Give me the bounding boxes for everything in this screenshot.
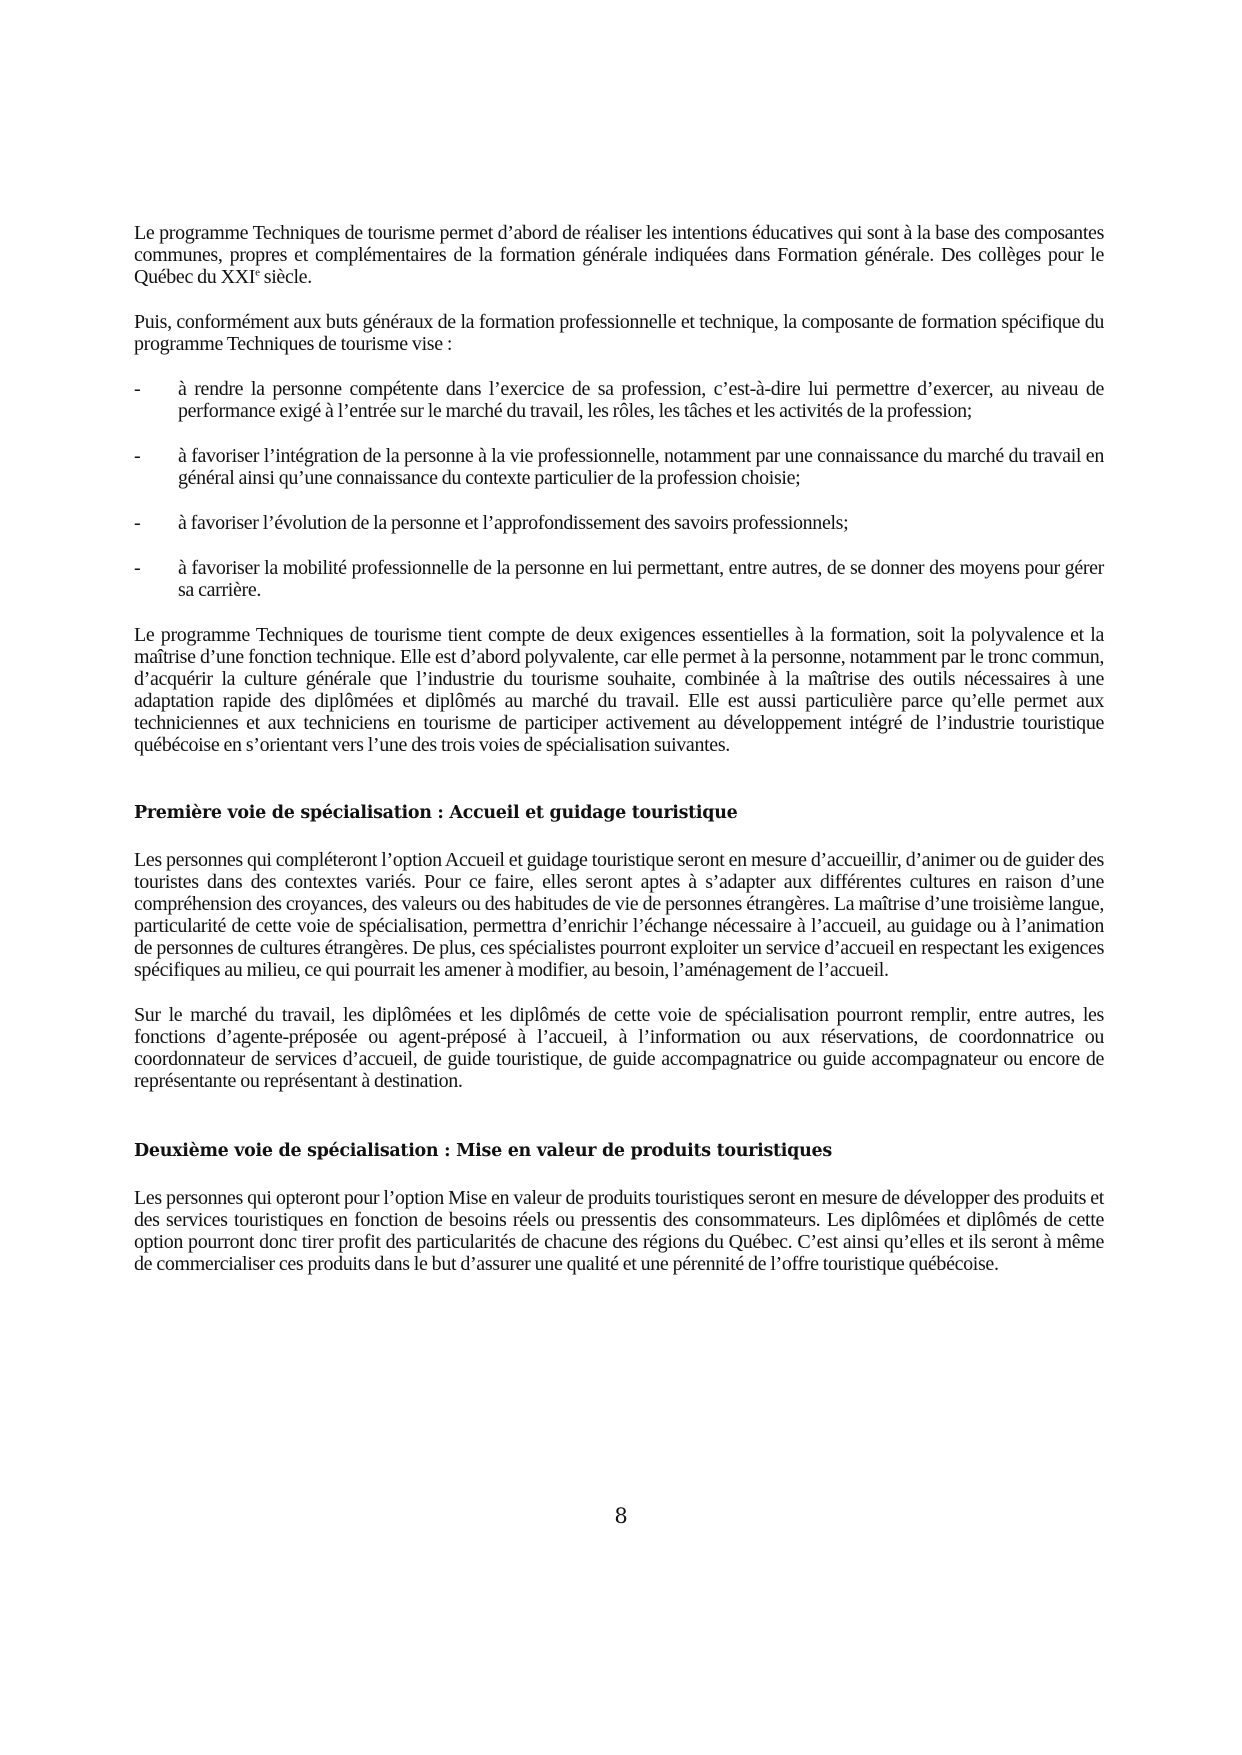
accueil-paragraph-1: Les personnes qui compléteront l’option Accueil et guidage touristique seront en mesure d’accueillir, d’animer ou de guider des touristes dans des contextes variés. Pour ce faire, elles seront aptes à s’adapter aux différentes cultures en raison d’une compréhension des croyances, des valeurs ou des habitudes de vie de personnes étrangères. La maîtrise d’une troisième langue, particularité de cette voie de spécialisation, permettra d’enrichir l’échange nécessaire à l’accueil, au guidage ou à l’animation de personnes de cultures étrangères. De plus, ces spécialistes pourront exploiter un service d’accueil en respectant les exigences spécifiques au milieu, ce qui pourrait les amener à modifier, au besoin, l’aménagement de l’accueil.: [134, 849, 1104, 981]
document-page: [134, 222, 1104, 1275]
bullet-dash: -: [134, 512, 141, 534]
intro-paragraph-2: Puis, conformément aux buts généraux de la formation professionnelle et technique, la composante de formation spécifique du programme Techniques de tourisme vise :: [134, 311, 1104, 355]
section-heading-mise-en-valeur: Deuxième voie de spécialisation : Mise en valeur de produits touristiques: [134, 1141, 832, 1161]
list-item-text: à favoriser l’intégration de la personne à la vie professionnelle, notamment par une connaissance du marché du travail en général ainsi qu’une connaissance du contexte particulier de la profession choisie;: [178, 445, 1104, 489]
intro-text-end: siècle.: [259, 266, 312, 288]
list-item: [134, 557, 1104, 601]
objectives-list: [134, 378, 1104, 601]
intro-paragraph-1: [134, 222, 1104, 288]
polyvalence-paragraph: Le programme Techniques de tourisme tient compte de deux exigences essentielles à la formation, soit la polyvalence et la maîtrise d’une fonction technique. Elle est d’abord polyvalente, car elle permet à la personne, notamment par le tronc commun, d’acquérir la culture générale que l’industrie du tourisme souhaite, combinée à la maîtrise des outils nécessaires à une adaptation rapide des diplômées et diplômés au marché du travail. Elle est aussi particulière parce qu’elle permet aux techniciennes et aux techniciens en tourisme de participer activement au développement intégré de l’industrie touristique québécoise en s’orientant vers l’une des trois voies de spécialisation suivantes.: [134, 624, 1104, 756]
bullet-dash: -: [134, 378, 141, 400]
century-superscript: e: [255, 266, 260, 279]
page-number: 8: [614, 1504, 628, 1528]
section-heading-accueil: Première voie de spécialisation : Accueil et guidage touristique: [134, 803, 738, 823]
list-item-text: à favoriser la mobilité professionnelle de la personne en lui permettant, entre autres, de se donner des moyens pour gérer sa carrière.: [178, 557, 1104, 601]
list-item: [134, 378, 1104, 422]
intro-text-main: Le programme Techniques de tourisme permet d’abord de réaliser les intentions éducatives qui sont à la base des composantes communes, propres et complémentaires de la formation générale indiquées dans Formation générale. Des collèges pour le Québec du XXI: [134, 222, 1104, 288]
bullet-dash: -: [134, 557, 141, 579]
bullet-dash: -: [134, 445, 141, 467]
mise-en-valeur-paragraph: Les personnes qui opteront pour l’option Mise en valeur de produits touristiques seront en mesure de développer des produits et des services touristiques en fonction de besoins réels ou pressentis des consommateurs. Les diplômées et diplômés de cette option pourront donc tirer profit des particularités de chacune des régions du Québec. C’est ainsi qu’elles et ils seront à même de commercialiser ces produits dans le but d’assurer une qualité et une pérennité de l’offre touristique québécoise.: [134, 1187, 1104, 1275]
list-item-text: à rendre la personne compétente dans l’exercice de sa profession, c’est-à-dire lui permettre d’exercer, au niveau de performance exigé à l’entrée sur le marché du travail, les rôles, les tâches et les activités de la profession;: [178, 378, 1104, 422]
accueil-paragraph-2: Sur le marché du travail, les diplômées et les diplômés de cette voie de spécialisation pourront remplir, entre autres, les fonctions d’agente-préposée ou agent-préposé à l’accueil, à l’information ou aux réservations, de coordonnatrice ou coordonnateur de services d’accueil, de guide touristique, de guide accompagnatrice ou guide accompagnateur ou encore de représentante ou représentant à destination.: [134, 1004, 1104, 1092]
list-item: [134, 512, 1104, 534]
list-item-text: à favoriser l’évolution de la personne et l’approfondissement des savoirs professionnels;: [178, 512, 849, 534]
list-item: [134, 445, 1104, 489]
